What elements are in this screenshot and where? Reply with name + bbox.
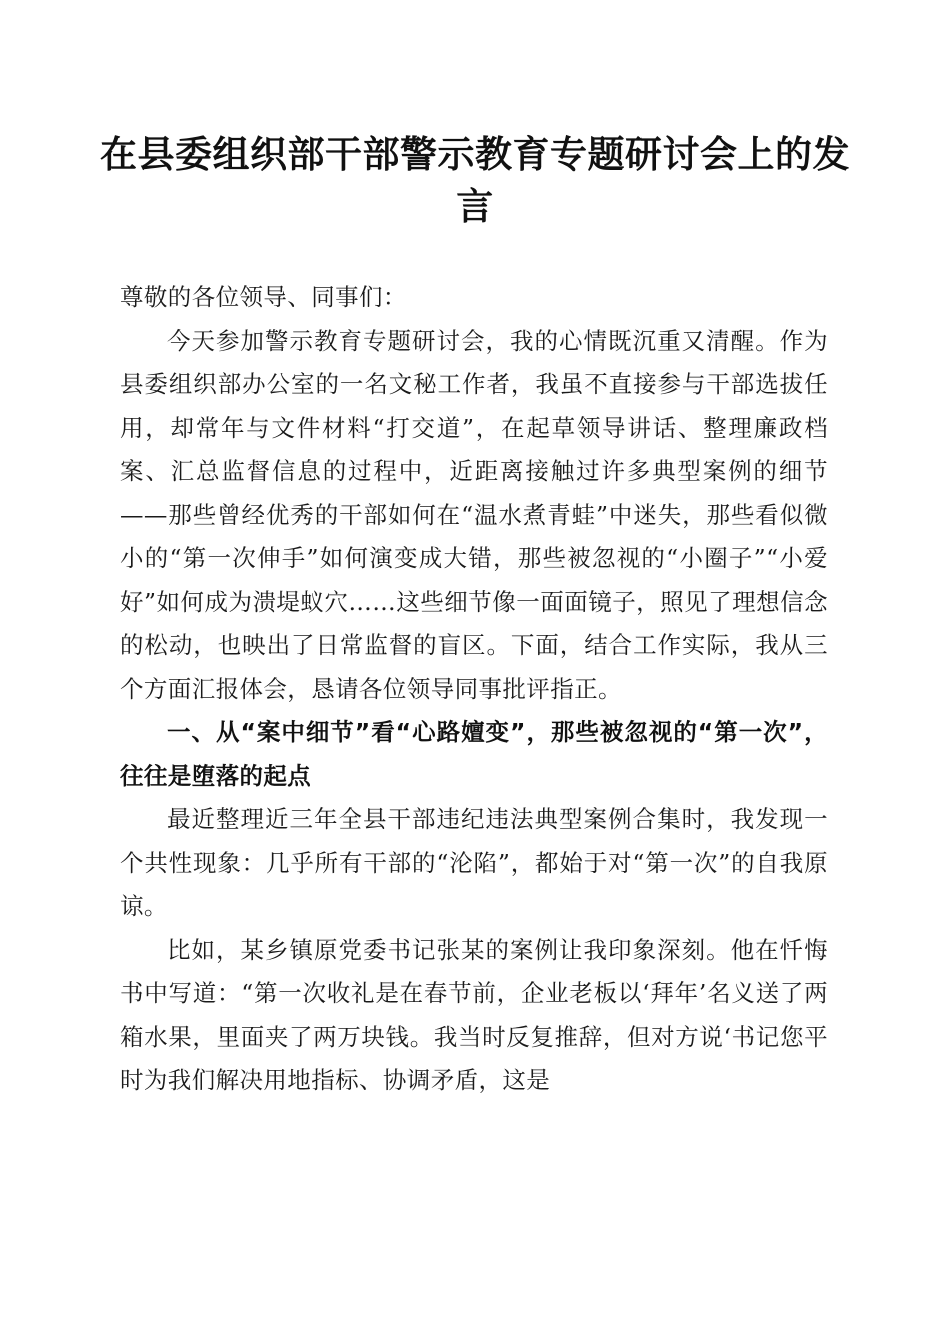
salutation: 尊敬的各位领导、同事们： [120,283,407,311]
paragraph-intro: 今天参加警示教育专题研讨会，我的心情既沉重又清醒。作为县委组织部办公室的一名文秘工作者，我虽不直接参与干部选拔任用，却常年与文件材料“打交道”，在起草领导讲话、整理廉政档案、汇总监督信息的过程中，近距离接触过许多典型案例的细节——那些曾经优秀的干部如何在“温水煮青蛙”中迷失，那些看似微小的“第一次伸手”如何演变成大错，那些被忽视的“小圈子”“小爱好”如何成为溃堤蚁穴……这些细节像一面面镜子，照见了理想信念的松动，也映出了日常监督的盲区。下面，结合工作实际，我从三个方面汇报体会，恳请各位领导同事批评指正。 [120,326,828,703]
section-heading-1: 一、从“案中细节”看“心路嬗变”，那些被忽视的“第一次”，往往是堕落的起点 [120,718,828,790]
paragraph-2: 最近整理近三年全县干部违纪违法典型案例合集时，我发现一个共性现象：几乎所有干部的“沦陷”，都始于对“第一次”的自我原谅。 [120,805,828,920]
document-title: 在县委组织部干部警示教育专题研讨会上的发言 [100,132,850,228]
paragraph-3: 比如，某乡镇原党委书记张某的案例让我印象深刻。他在忏悔书中写道：“第一次收礼是在春节前，企业老板以‘拜年’名义送了两箱水果，里面夹了两万块钱。我当时反复推辞，但对方说‘书记您平时为我们解决用地指标、协调矛盾，这是 [120,935,828,1094]
document-body [120,276,828,1103]
